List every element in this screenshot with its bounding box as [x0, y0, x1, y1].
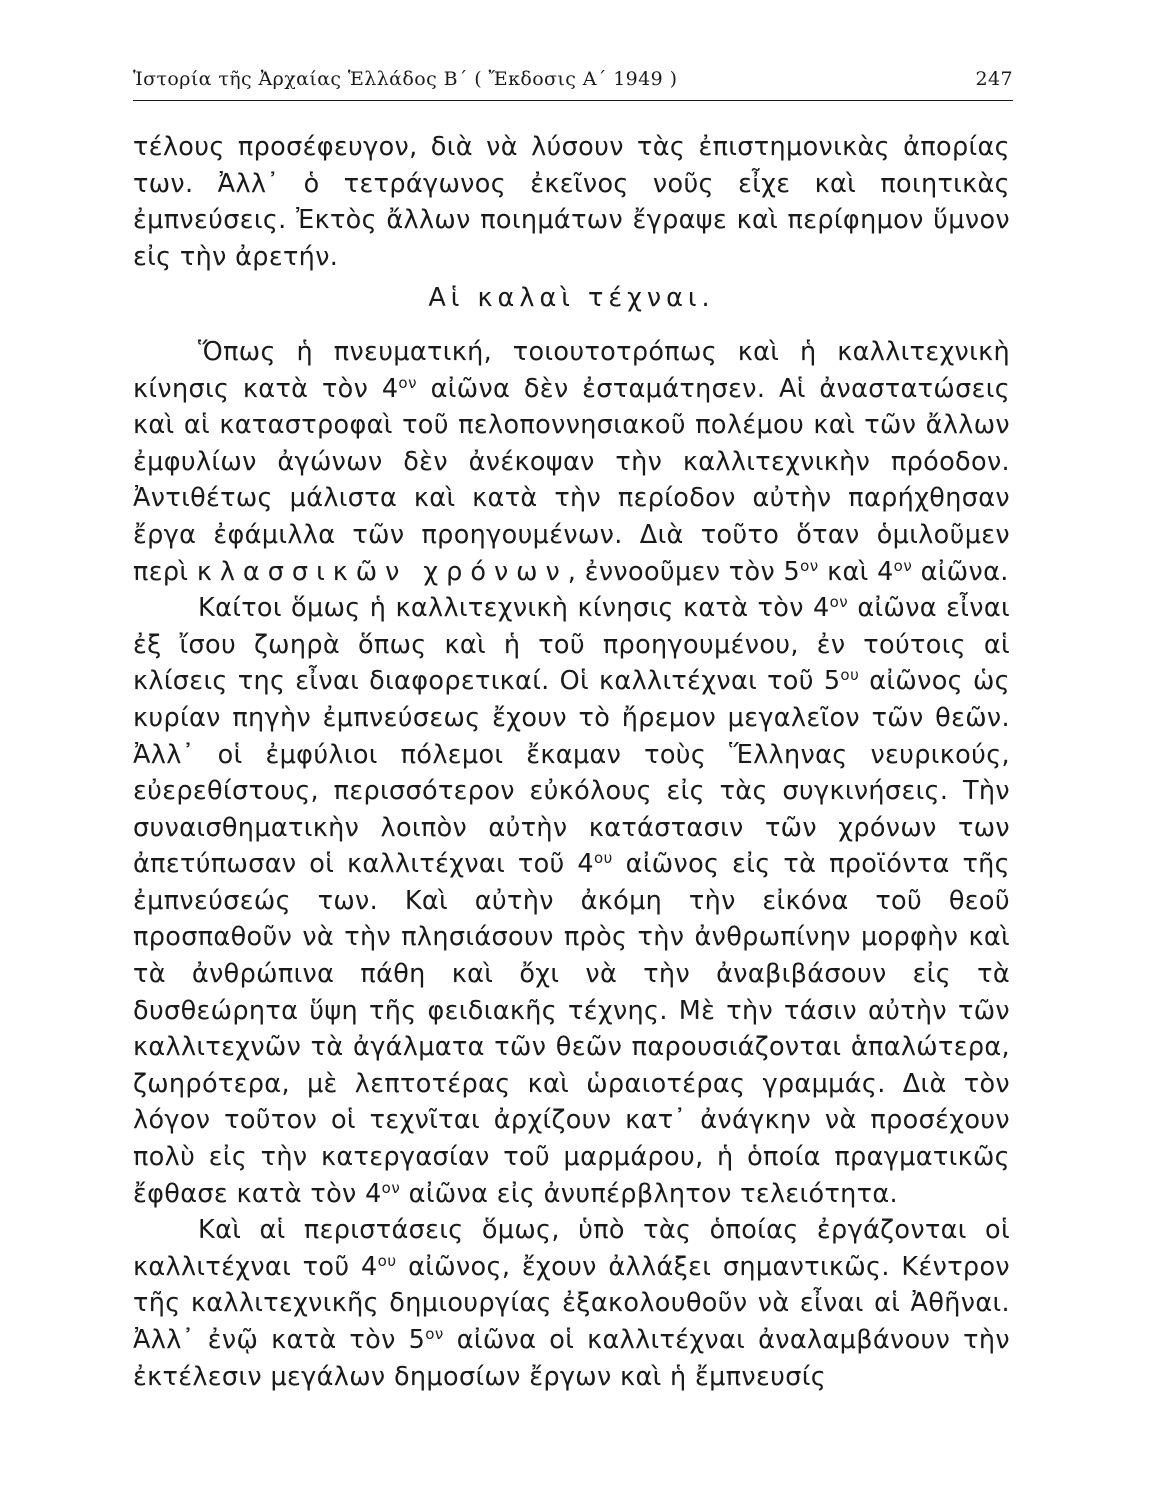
text-run: Καὶ αἱ περιστάσεις ὅμως, ὑπὸ τὰς ὁποίας ἐργάζονται οἱ καλλιτέχναι τοῦ 4	[133, 1215, 1010, 1282]
text-run: αἰῶνος ὡς κυρίαν πηγὴν ἐμπνεύσεως ἔχουν τὸ ἤρεμον μεγαλεῖον τῶν θεῶν. Ἀλλ᾽ οἱ ἐμφύλιοι πόλεμοι ἔκαμαν τοὺς Ἕλληνας νευρικούς, εὐερεθίστους, περισσότερον εὐκόλους εἰς τὰς συγκινήσεις. Τὴν συναισθηματικὴν λοιπὸν αὐτὴν κατάστασιν τῶν χρόνων των ἀπετύπωσαν οἱ καλλιτέχναι τοῦ 4	[133, 666, 1010, 880]
ordinal-suffix: ου	[377, 1251, 397, 1270]
text-run: αἰῶνα εἰς ἀνυπέρβλητον τελειότητα.	[400, 1178, 898, 1209]
paragraph-1: τέλους προσέφευγον, διὰ νὰ λύσουν τὰς ἐπιστημονικὰς ἀπορίας των. Ἀλλ᾽ ὁ τετράγωνος ἐκεῖνος νοῦς εἶχε καὶ ποιητικὰς ἐμπνεύσεις. Ἐκτὸς ἄλλων ποιημάτων ἔγραψε καὶ περίφημον ὕμνον εἰς τὴν ἀρετήν.	[133, 132, 1010, 272]
text-run: Ὅπως ἡ πνευματική, τοιουτοτρόπως καὶ ἡ καλλιτεχνικὴ κίνησις κατὰ τὸν 4	[133, 336, 1010, 404]
text-run: αἰῶνος εἰς τὰ προϊόντα τῆς ἐμπνεύσεώς των. Καὶ αὐτὴν ἀκόμη τὴν εἰκόνα τοῦ θεοῦ προσπαθοῦν νὰ τὴν πλησιάσουν πρὸς τὴν ἀνθρωπίνην μορφὴν καὶ τὰ ἀνθρώπινα πάθη καὶ ὄχι νὰ τὴν ἀναβιβάσουν εἰς τὰ δυσθεώρητα ὕψη τῆς φειδιακῆς τέχνης. Μὲ τὴν τάσιν αὐτὴν τῶν καλλιτεχνῶν τὰ ἀγάλματα τῶν θεῶν παρουσιάζονται ἁπαλώτερα, ζωηρότερα, μὲ λεπτοτέρας καὶ ὡραιοτέρας γραμμάς. Διὰ τὸν λόγον τοῦτον οἱ τεχνῖται ἀρχίζουν κατ᾽ ἀνάγκην νὰ προσέχουν πολὺ εἰς τὴν κατεργασίαν τοῦ μαρμάρου, ἡ ὁποία πραγματικῶς ἔφθασε κατὰ τὸν 4	[133, 849, 1010, 1209]
ordinal-suffix: ον	[829, 593, 849, 612]
text-run: αἰῶνος, ἔχουν ἀλλάξει σημαντικῶς. Κέντρον τῆς καλλιτεχνικῆς δημιουργίας ἐξακολουθοῦν νὰ εἶναι αἱ Ἀθῆναι. Ἀλλ᾽ ἐνῷ κατὰ τὸν 5	[133, 1251, 1010, 1355]
ordinal-suffix: ον	[425, 1325, 444, 1343]
spaced-emphasis: κλασσικῶν χρόνων	[196, 556, 568, 587]
text-run: αἰῶνα οἱ καλλιτέχναι ἀναλαμβάνουν τὴν ἐκτέλεσιν μεγάλων δημοσίων ἔργων καὶ ἡ ἔμπνευσίς	[133, 1325, 1010, 1392]
text-run: αἰῶνα δὲν ἐσταμάτησεν. Αἱ ἀναστατώσεις καὶ αἱ καταστροφαὶ τοῦ πελοποννησιακοῦ πολέμου καὶ τῶν ἄλλων ἐμφυλίων ἀγώνων δὲν ἀνέκοψαν τὴν καλλιτεχνικὴν πρόοδον. Ἀντιθέτως μάλιστα καὶ κατὰ τὴν περίοδον αὐτὴν παρήχθησαν ἔργα ἐφάμιλλα τῶν προηγουμένων. Διὰ τοῦτο ὅταν ὁμιλοῦμεν περὶ	[133, 373, 1011, 587]
text-run: , ἐννοοῦμεν τὸν 5	[567, 556, 801, 587]
text-run: καὶ 4	[818, 556, 894, 587]
paragraph-3	[133, 590, 1010, 1212]
running-header	[133, 68, 1013, 90]
paragraph-4	[133, 1212, 1010, 1395]
ordinal-suffix: ου	[594, 849, 613, 868]
text-run: αἰῶνα εἶναι ἐξ ἴσου ζωηρὰ ὅπως καὶ ἡ τοῦ προηγουμένου, ἐν τούτοις αἱ κλίσεις της εἶναι διαφορετικαί. Οἱ καλλιτέχναι τοῦ 5	[133, 593, 1010, 697]
header-rule	[133, 100, 1013, 101]
ordinal-suffix: ον	[381, 1178, 401, 1197]
paragraph-2	[133, 334, 1010, 590]
spacer	[133, 275, 1010, 279]
text-run: Καίτοι ὅμως ἡ καλλιτεχνικὴ κίνησις κατὰ τὸν 4	[198, 593, 830, 624]
ordinal-suffix: ον	[893, 556, 913, 575]
text-run: αἰῶνα.	[912, 556, 1009, 587]
ordinal-suffix: ον	[800, 556, 819, 575]
running-title: Ἱστορία τῆς Ἀρχαίας Ἑλλάδος Β΄ ( Ἔκδοσις Α΄ 1949 )	[133, 68, 678, 90]
ordinal-suffix: ου	[840, 666, 860, 685]
section-heading: Αἱ καλαὶ τέχναι.	[428, 283, 715, 314]
page-body	[133, 129, 1010, 1395]
page-number: 247	[975, 68, 1013, 90]
ordinal-suffix: ον	[398, 373, 417, 392]
